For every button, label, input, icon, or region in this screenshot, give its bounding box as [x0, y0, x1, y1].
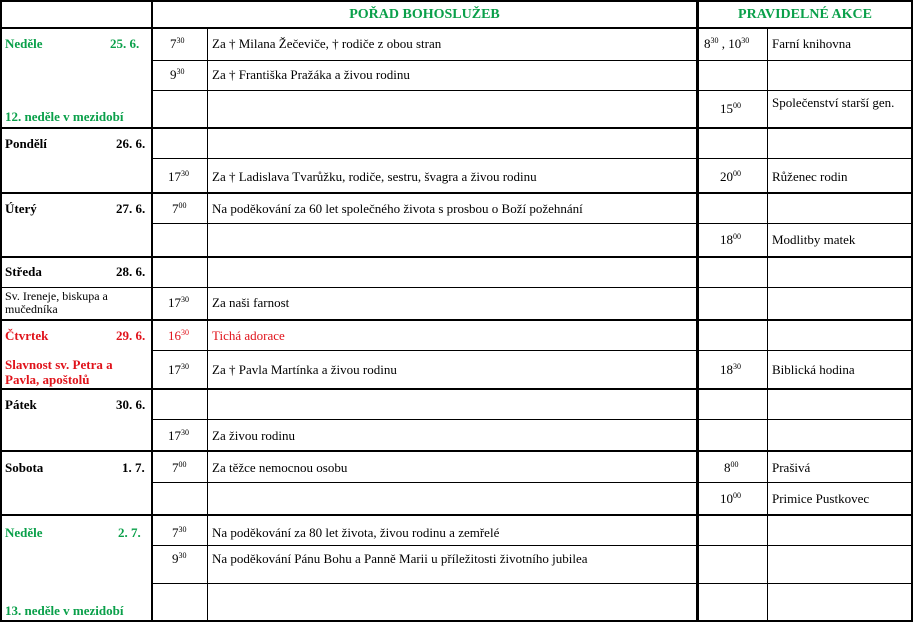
- day-name: Sobota: [5, 460, 44, 475]
- day-note: Slavnost sv. Petra a Pavla, apoštolů: [5, 357, 113, 387]
- activity-time: $20^{00}$: [720, 169, 741, 184]
- service-time: $9^{30}$: [170, 67, 185, 82]
- day-name: Úterý: [5, 201, 37, 216]
- service-time: $17^{30}$: [168, 295, 189, 310]
- rule: [152, 583, 913, 584]
- rule: [152, 60, 913, 61]
- day-note: Sv. Ireneje, biskupa a mučedníka: [5, 289, 108, 316]
- activity-time: $18^{30}$: [720, 362, 741, 377]
- rule: [0, 0, 2, 622]
- day-date: 26. 6.: [116, 136, 146, 151]
- activities-header: PRAVIDELNÉ AKCE: [738, 7, 872, 22]
- service-time: $17^{30}$: [168, 428, 189, 443]
- rule: [696, 0, 699, 622]
- activity-time: $18^{00}$: [720, 232, 741, 247]
- rule: [0, 319, 913, 321]
- activity-time: $8^{00}$: [724, 460, 739, 475]
- rule: [0, 127, 913, 129]
- activity-time: $15^{00}$: [720, 101, 741, 116]
- service-intention: Za † Františka Pražáka a živou rodinu: [212, 67, 410, 82]
- activity-name: Společenství starší gen.: [772, 95, 895, 110]
- day-date: 27. 6.: [116, 201, 146, 216]
- rule: [0, 388, 913, 390]
- activity-name: Růženec rodin: [772, 169, 848, 184]
- rule: [152, 90, 913, 91]
- rule: [152, 419, 913, 420]
- day-name: Středa: [5, 264, 42, 279]
- activity-name: Farní knihovna: [772, 36, 852, 51]
- rule: [152, 482, 913, 483]
- service-intention: Tichá adorace: [212, 328, 285, 343]
- service-intention: Na poděkování Pánu Bohu a Panně Marii u příležitosti životního jubilea: [212, 551, 588, 566]
- rule: [152, 545, 913, 546]
- day-name: Pondělí: [5, 136, 47, 151]
- rule: [0, 27, 913, 29]
- activity-name: Biblická hodina: [772, 362, 855, 377]
- activity-name: Modlitby matek: [772, 232, 856, 247]
- rule: [207, 27, 208, 622]
- service-intention: Na poděkování za 80 let života, živou rodinu a zemřelé: [212, 525, 500, 540]
- rule: [0, 450, 913, 452]
- day-date: 2. 7.: [118, 525, 141, 540]
- service-time: $16^{30}$: [168, 328, 189, 343]
- rule: [152, 223, 913, 224]
- service-time: $7^{30}$: [172, 525, 187, 540]
- service-intention: Na poděkování za 60 let společného života s prosbou o Boží požehnání: [212, 201, 583, 216]
- day-note: 12. neděle v mezidobí: [5, 109, 124, 124]
- day-date: 28. 6.: [116, 264, 146, 279]
- service-intention: Za † Ladislava Tvarůžku, rodiče, sestru, švagra a živou rodinu: [212, 169, 537, 184]
- rule: [152, 350, 913, 351]
- day-name: Neděle: [5, 36, 43, 51]
- service-time: $9^{30}$: [172, 551, 187, 566]
- service-intention: Za † Milana Žečeviče, † rodiče z obou stran: [212, 36, 442, 51]
- service-time: $17^{30}$: [168, 169, 189, 184]
- rule: [152, 158, 913, 159]
- day-name: Pátek: [5, 397, 37, 412]
- day-date: 30. 6.: [116, 397, 146, 412]
- day-note: 13. neděle v mezidobí: [5, 603, 124, 618]
- service-time: $7^{30}$: [170, 36, 185, 51]
- service-time: $7^{00}$: [172, 201, 187, 216]
- day-name: Čtvrtek: [5, 328, 49, 343]
- day-date: 29. 6.: [116, 328, 146, 343]
- day-date: 1. 7.: [122, 460, 145, 475]
- day-date: 25. 6.: [110, 36, 140, 51]
- activity-time: $8^{30}$ , $10^{30}$: [704, 36, 750, 51]
- day-name: Neděle: [5, 525, 43, 540]
- activity-time: $10^{00}$: [720, 491, 741, 506]
- service-intention: Za † Pavla Martínka a živou rodinu: [212, 362, 397, 377]
- service-intention: Za naši farnost: [212, 295, 290, 310]
- rule: [0, 256, 913, 258]
- rule: [0, 287, 913, 288]
- services-header: POŘAD BOHOSLUŽEB: [349, 7, 500, 22]
- rule: [0, 514, 913, 516]
- service-time: $7^{00}$: [172, 460, 187, 475]
- service-time: $17^{30}$: [168, 362, 189, 377]
- activity-name: Primice Pustkovec: [772, 491, 870, 506]
- rule: [0, 0, 913, 2]
- activity-name: Prašivá: [772, 460, 811, 475]
- rule: [0, 192, 913, 194]
- rule: [151, 0, 153, 622]
- service-intention: Za těžce nemocnou osobu: [212, 460, 348, 475]
- rule: [767, 27, 768, 622]
- service-intention: Za živou rodinu: [212, 428, 296, 443]
